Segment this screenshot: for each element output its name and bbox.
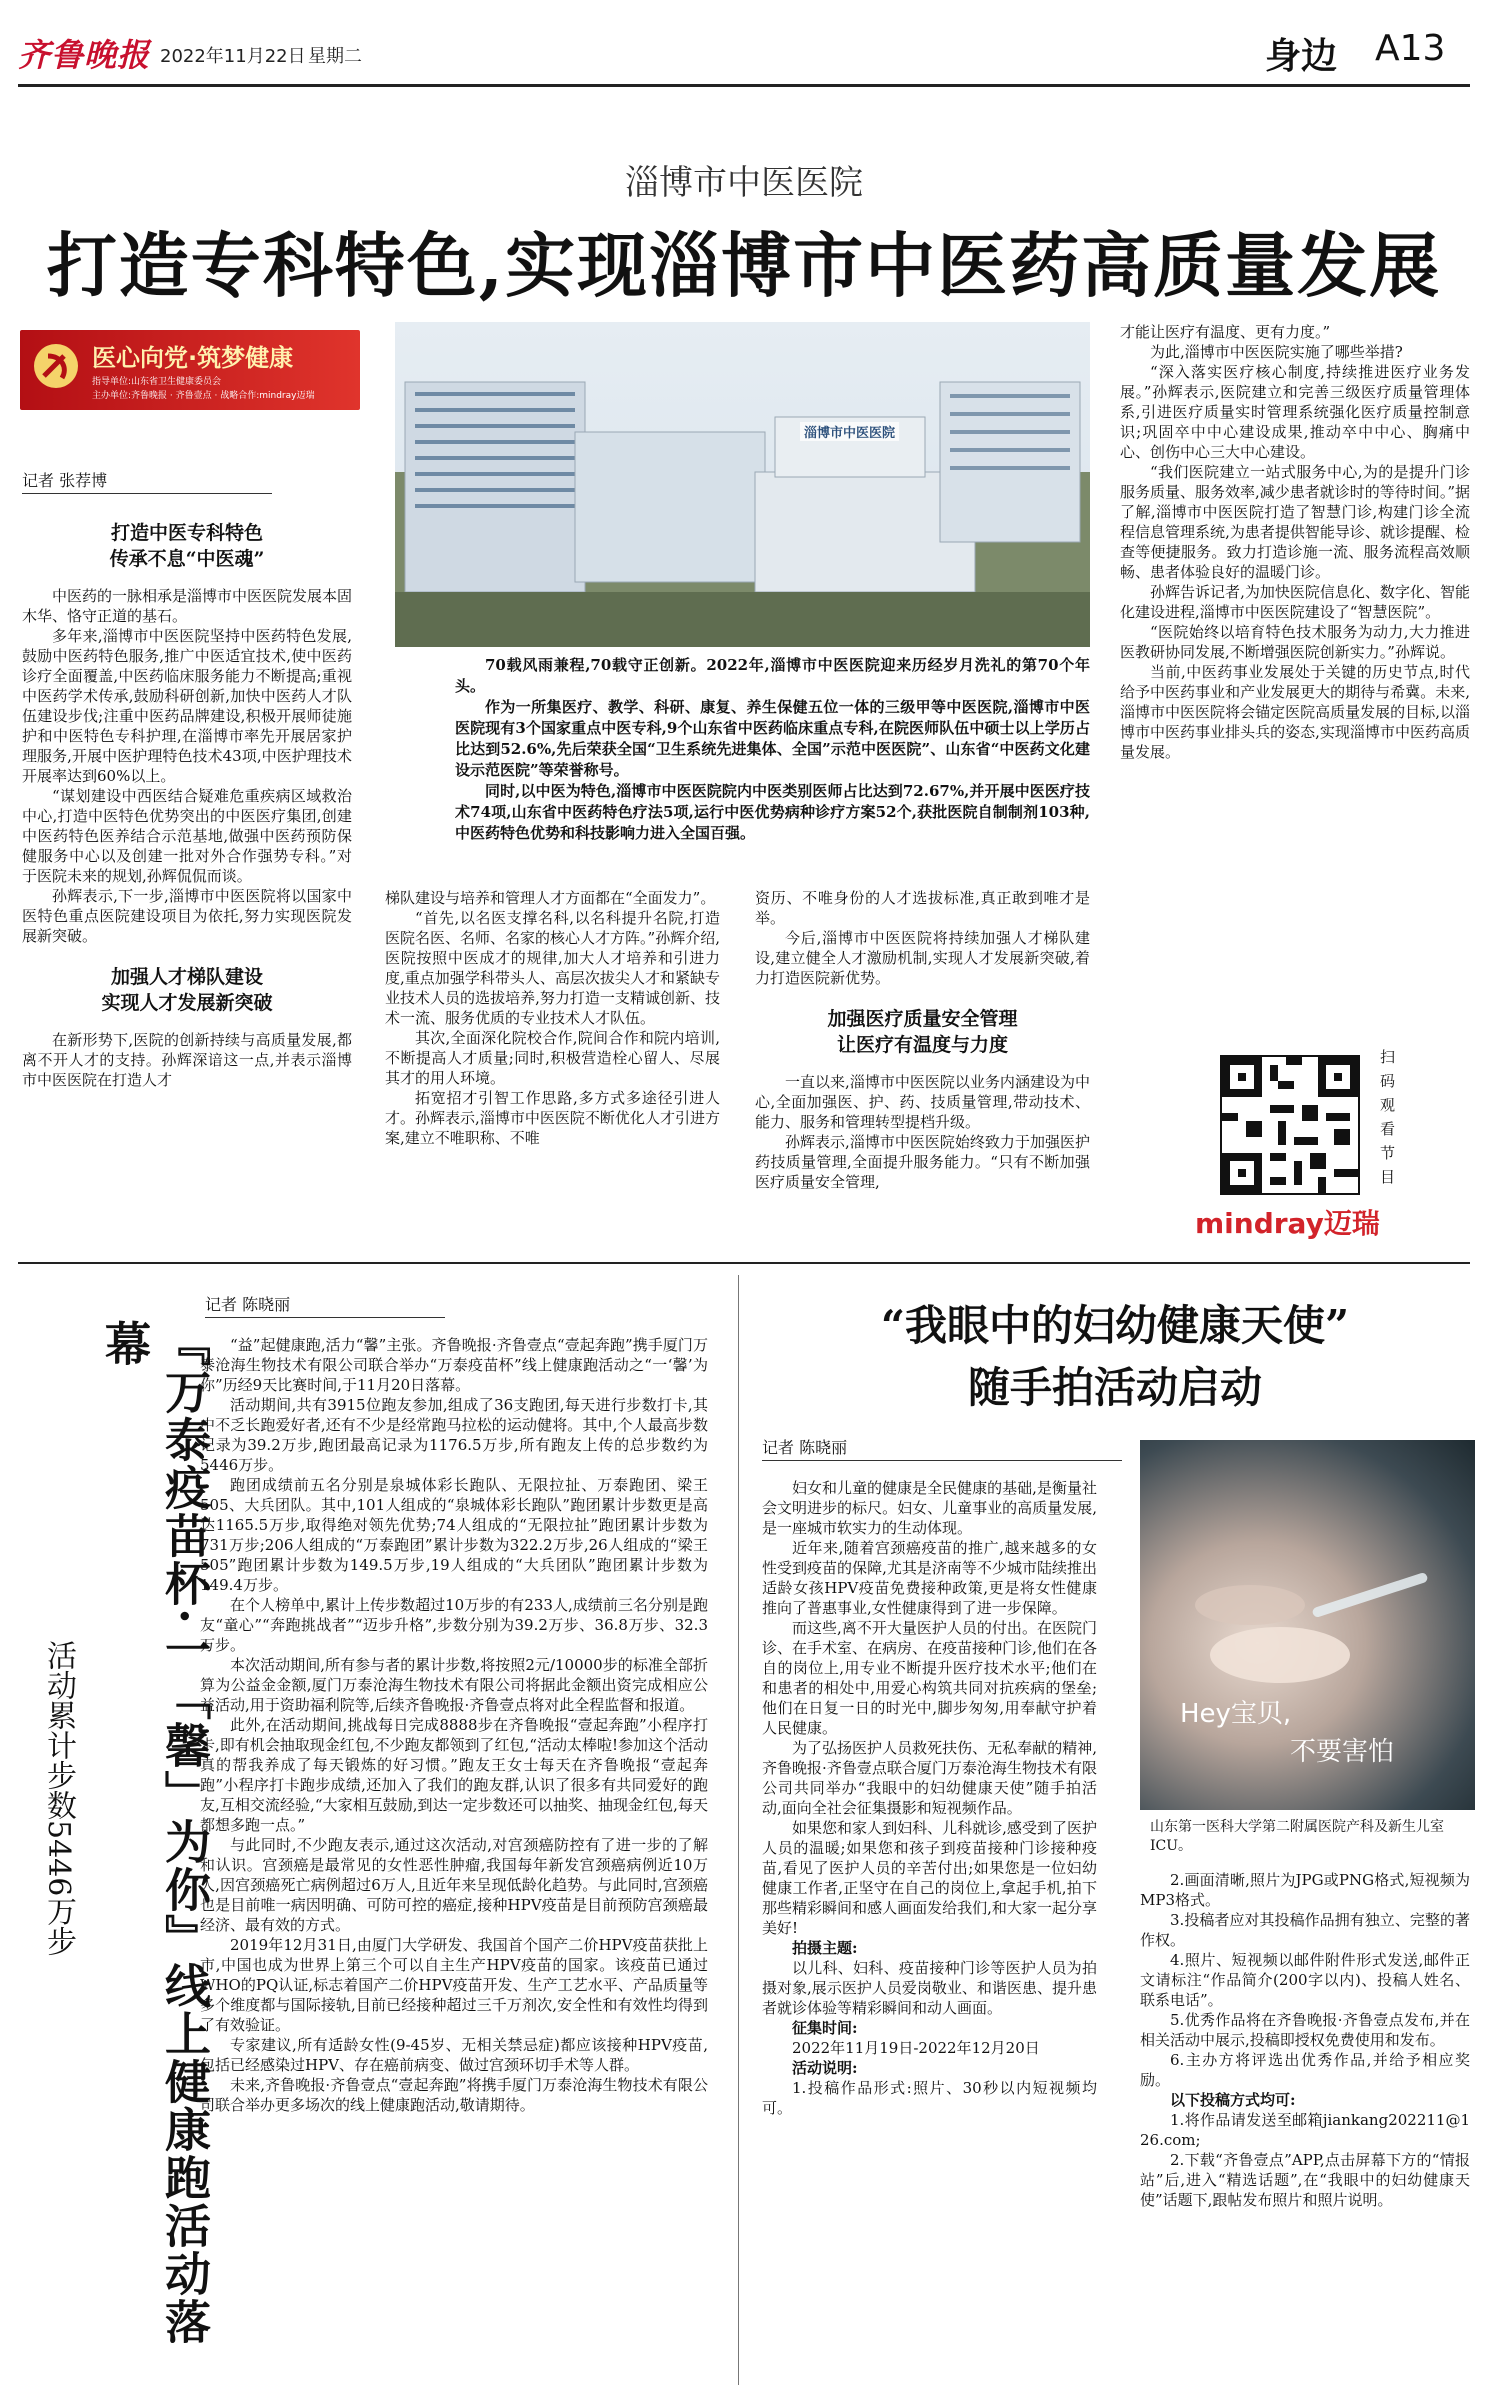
top-headline: 打造专科特色,实现淄博市中医药高质量发展 xyxy=(46,224,1442,307)
submit-item: 1.将作品请发送至邮箱jiankang202211@126.com; xyxy=(1140,2111,1470,2149)
col1-para: 多年来,淄博市中医医院坚持中医药特色发展,鼓励中医药特色服务,推广中医适宜技术,使中医药诊疗全面覆盖,中医药临床服务能力不断提高;重视中医药学术传承,鼓励科研创新,加快中医药人才队伍建设步伐;注重中医药品牌建设,积极开展师徒施护和中医特色专科护理,在淄博市率先开展居家护理服务,开展中医护理特色技术43项,中医护理技术开展率达到60%以上。 xyxy=(22,627,352,785)
col1b-para: 在新形势下,医院的创新持续与高质量发展,都离不开人才的支持。孙辉深谙这一点,并表示淄博市中医医院在打造人才 xyxy=(22,1031,352,1089)
left-vertical-subtitle: 活动累计步数5446万步 xyxy=(41,1640,76,1957)
col4-para: “深入落实医疗核心制度,持续推进医疗业务发展。”孙辉表示,医院建立和完善三级医疗质量管理体系,引进医疗质量实时管理系统强化医疗质量控制意识;巩固卒中中心建设成果,推动卒中中心、胸痛中心、创伤中心三大中心建设。 xyxy=(1120,363,1470,461)
left-byline: 记者 陈晓丽 xyxy=(205,1292,445,1318)
left-para: 活动期间,共有3915位跑友参加,组成了36支跑团,每天进行步数打卡,其中不乏长跑爱好者,还有不少是经常跑马拉松的运动健将。其中,个人最高步数记录为39.2万步,跑团最高记录为1176.5万步,所有跑友上传的总步数约为5446万步。 xyxy=(200,1396,708,1474)
col1-text xyxy=(22,586,352,946)
banner-line-1: 指导单位:山东省卫生健康委员会 xyxy=(92,377,222,387)
subhead-1-line-1: 打造中医专科特色 xyxy=(110,522,263,544)
qr-code-icon xyxy=(1222,1057,1358,1193)
right-para: 近年来,随着宫颈癌疫苗的推广,越来越多的女性受到疫苗的保障,尤其是济南等不少城市陆续推出适龄女孩HPV疫苗免费接种政策,更是将女性健康推向了普惠事业,女性健康得到了进一步保障。 xyxy=(762,1539,1097,1617)
left-para: “益”起健康跑,活力“馨”主张。齐鲁晚报·齐鲁壹点“壹起奔跑”携手厦门万泰沧海生物技术有限公司联合举办“万泰疫苗杯”线上健康跑活动之“一‘馨’为你”历经9天比赛时间,于11月20日落幕。 xyxy=(200,1336,708,1394)
rule-item: 4.照片、短视频以邮件附件形式发送,邮件正文请标注“作品简介(200字以内)、投稿人姓名、联系电话”。 xyxy=(1140,1951,1470,2009)
sponsor-logo: mindray迈瑞 xyxy=(1195,1207,1380,1240)
subhead-1 xyxy=(22,520,352,572)
left-para: 与此同时,不少跑友表示,通过这次活动,对宫颈癌防控有了进一步的了解和认识。宫颈癌是最常见的女性恶性肿瘤,我国每年新发宫颈癌病例近10万人,因宫颈癌死亡病例超过6万人,且近年来呈现低龄化趋势。与此同时,宫颈癌也是目前唯一病因明确、可防可控的癌症,接种HPV疫苗是目前预防宫颈癌最经济、最有效的方式。 xyxy=(200,1836,708,1934)
caption-para-3: 同时,以中医为特色,淄博市中医医院院内中医类别医师占比达到72.67%,并开展中医医疗技术74项,山东省中医药特色疗法5项,运行中医优势病种诊疗方案52个,获批医院自制制剂103种,中医药特色优势和科技影响力进入全国百强。 xyxy=(455,782,1090,842)
period-text: 2022年11月19日-2022年12月20日 xyxy=(792,2039,1040,2057)
qr-label: 扫码观看节目 xyxy=(1380,1048,1396,1186)
rule-item: 5.优秀作品将在齐鲁晚报·齐鲁壹点发布,并在相关活动中展示,投稿即授权免费使用和发布。 xyxy=(1140,2011,1470,2049)
left-para: 本次活动期间,所有参与者的累计步数,将按照2元/10000步的标准全部折算为公益金金额,厦门万泰沧海生物技术有限公司将据此金额出资完成相应公益活动,用于资助福利院等,后续齐鲁晚报·齐鲁壹点将对此全程监督和报道。 xyxy=(200,1656,708,1714)
submit-label: 以下投稿方式均可: xyxy=(1170,2091,1296,2109)
column-divider xyxy=(738,1275,739,2385)
right-para: 而这些,离不开大量医护人员的付出。在医院门诊、在手术室、在病房、在疫苗接种门诊,他们在各自的岗位上,用专业不断提升医疗技术水平;他们在和患者的相处中,用爱心构筑共同对抗疾病的堡垒;他们在日复一日的时光中,脚步匆匆,用奉献守护着人民健康。 xyxy=(762,1619,1097,1737)
col4-para: “医院始终以培育特色技术服务为动力,大力推进医教研协同发展,不断增强医院创新实力。”孙辉说。 xyxy=(1120,623,1470,661)
theme-text: 以儿科、妇科、疫苗接种门诊等医护人员为拍摄对象,展示医护人员爱岗敬业、和谐医患、提升患者就诊体验等精彩瞬间和动人画面。 xyxy=(762,1959,1097,2017)
banner-line-2: 主办单位:齐鲁晚报 · 齐鲁壹点 · 战略合作:mindray迈瑞 xyxy=(92,391,315,401)
right-article-body xyxy=(762,1478,1097,2118)
party-banner xyxy=(20,330,360,410)
qr-code[interactable] xyxy=(1220,1055,1360,1195)
col4-para: 当前,中医药事业发展处于关键的历史节点,时代给予中医药事业和产业发展更大的期待与希冀。未来,淄博市中医医院将会锚定医院高质量发展的目标,以淄博市中医药事业排头兵的姿态,实现淄博市中医药高质量发展。 xyxy=(1120,663,1470,761)
col2-para: 其次,全面深化院校合作,院间合作和院内培训,不断提高人才质量;同时,积极营造栓心留人、尽展其才的用人环境。 xyxy=(385,1029,720,1087)
col2-para: “首先,以名医支撑名科,以名科提升名院,打造医院名医、名师、名家的核心人才方阵。”孙辉介绍,医院按照中医成才的规律,加大人才培养和引进力度,重点加强学科带头人、高层次拔尖人才和紧缺专业技术人员的选拔培养,努力打造一支精诚创新、技术一流、服务优质的专业技术人才队伍。 xyxy=(385,909,720,1027)
col3b-para: 孙辉表示,淄博市中医医院始终致力于加强医护药技质量管理,全面提升服务能力。“只有不断加强医疗质量安全管理, xyxy=(755,1133,1090,1191)
col2-para: 拓宽招才引智工作思路,多方式多途径引进人才。孙辉表示,淄博市中医医院不断优化人才引进方案,建立不唯职称、不唯 xyxy=(385,1089,720,1147)
col3-text xyxy=(755,888,1090,988)
left-para: 专家建议,所有适龄女性(9-45岁、无相关禁忌症)都应该接种HPV疫苗,包括已经感染过HPV、存在癌前病变、做过宫颈环切手术等人群。 xyxy=(200,2036,708,2074)
subhead-3-line-2: 让医疗有温度与力度 xyxy=(836,1034,1008,1056)
rule-item: 1.投稿作品形式:照片、30秒以内短视频均可。 xyxy=(762,2079,1097,2117)
party-emblem-icon xyxy=(32,342,80,390)
subhead-3-line-1: 加强医疗质量安全管理 xyxy=(827,1008,1018,1030)
subhead-2 xyxy=(22,964,352,1016)
issue-date: 2022年11月22日 xyxy=(160,46,306,67)
weekday: 星期二 xyxy=(308,46,362,67)
col1-para: “谋划建设中西医结合疑难危重疾病区域救治中心,打造中医特色优势突出的中医医疗集团,创建中医药特色医养结合示范基地,做强中医药预防保健服务中心以及创建一批对外合作强势专科。”对于医院未来的规划,孙辉侃侃而谈。 xyxy=(22,787,352,885)
banner-title: 医心向党·筑梦健康 xyxy=(92,344,294,372)
left-vertical-title: 『万泰疫苗杯·一「馨」为你』线上健康跑活动落幕 xyxy=(98,1320,212,2347)
rule-item: 6.主办方将评选出优秀作品,并给予相应奖励。 xyxy=(1140,2051,1470,2089)
col3b-text xyxy=(755,1072,1090,1192)
rule-item: 3.投稿者应对其投稿作品拥有独立、完整的著作权。 xyxy=(1140,1911,1470,1949)
right-para: 妇女和儿童的健康是全民健康的基础,是衡量社会文明进步的标尺。妇女、儿童事业的高质量发展,是一座城市软实力的生动体现。 xyxy=(762,1479,1097,1537)
left-para: 2019年12月31日,由厦门大学研发、我国首个国产二价HPV疫苗获批上市,中国也成为世界上第三个可以自主生产HPV疫苗的国家。该疫苗已通过WHO的PQ认证,标志着国产二价HPV疫苗开发、生产工艺水平、产品质量等多个维度都与国际接轨,目前已经接种超过三千万剂次,安全性和有效性均得到了有效验证。 xyxy=(200,1936,708,2034)
left-article-body xyxy=(200,1335,708,2115)
subhead-2-line-2: 实现人才发展新突破 xyxy=(101,992,273,1014)
col1-para: 孙辉表示,下一步,淄博市中医医院将以国家中医特色重点医院建设项目为依托,努力实现医院发展新突破。 xyxy=(22,887,352,945)
vaccination-photo-caption: 山东第一医科大学第二附属医院产科及新生儿室ICU。 xyxy=(1150,1819,1444,1854)
hospital-photo xyxy=(395,322,1090,647)
rule-item: 2.画面清晰,照片为JPG或PNG格式,短视频为MP3格式。 xyxy=(1140,1871,1470,1909)
top-col-4 xyxy=(1120,322,1470,762)
rules-column xyxy=(1140,1870,1470,2210)
col4-para: 为此,淄博市中医医院实施了哪些举措? xyxy=(1150,343,1403,361)
left-para: 此外,在活动期间,挑战每日完成8888步在齐鲁晚报“壹起奔跑”小程序打卡,即有机会抽取现金红包,不少跑友都领到了红包,“活动太棒啦!参加这个活动真的帮我养成了每天锻炼的好习惯。”跑友王女士每天在齐鲁晚报“壹起奔跑”小程序打卡跑步成绩,还加入了我们的跑友群,认识了很多有共同爱好的跑友,互相交流经验,“大家相互鼓励,到达一定步数还可以抽奖、抽现金红包,每天都想多跑一点。” xyxy=(200,1716,709,1834)
right-headline xyxy=(760,1295,1470,1419)
col4-para: 孙辉告诉记者,为加快医院信息化、数字化、智能化建设进程,淄博市中医医院建设了“智慧医院”。 xyxy=(1120,583,1470,621)
header-rule xyxy=(18,84,1470,87)
theme-label: 拍摄主题: xyxy=(792,1939,858,1957)
submit-item: 2.下载“齐鲁壹点”APP,点击屏幕下方的“情报站”后,进入“精选话题”,在“我眼中的妇幼健康天使”话题下,跟帖发布照片和照片说明。 xyxy=(1140,2151,1470,2209)
col3b-para: 一直以来,淄博市中医医院以业务内涵建设为中心,全面加强医、护、药、技质量管理,带动技术、能力、服务和管理转型提档升级。 xyxy=(755,1073,1090,1131)
col4-para: 才能让医疗有温度、更有力度。” xyxy=(1120,323,1331,341)
top-col-2 xyxy=(385,888,720,1148)
subhead-2-line-1: 加强人才梯队建设 xyxy=(110,966,263,988)
col3-para: 今后,淄博市中医医院将持续加强人才梯队建设,建立健全人才激励机制,实现人才发展新突破,着力打造医院新优势。 xyxy=(755,929,1090,987)
left-para: 在个人榜单中,累计上传步数超过10万步的有233人,成绩前三名分别是跑友“童心”“奔跑挑战者”“迈步升格”,步数分别为39.2万步、36.8万步、32.3万步。 xyxy=(200,1596,708,1654)
section-divider xyxy=(18,1262,1470,1264)
top-col-3 xyxy=(755,888,1090,1192)
hospital-buildings-illustration xyxy=(395,322,1090,647)
page-number: A13 xyxy=(1375,28,1446,69)
page-header xyxy=(0,0,1488,86)
vaccination-photo xyxy=(1140,1440,1475,1810)
subhead-3 xyxy=(755,1006,1090,1058)
photo-overlay-text xyxy=(1180,1695,1394,1771)
rules-label: 活动说明: xyxy=(792,2059,858,2077)
photo-caption-block xyxy=(455,655,1090,844)
col1-para: 中医药的一脉相承是淄博市中医医院发展本固木华、恪守正道的基石。 xyxy=(22,587,353,625)
period-label: 征集时间: xyxy=(792,2019,858,2037)
overlay-line-2: 不要害怕 xyxy=(1290,1737,1395,1767)
right-byline: 记者 陈晓丽 xyxy=(762,1435,1122,1461)
right-headline-line-2: 随手拍活动启动 xyxy=(967,1363,1262,1412)
subhead-1-line-2: 传承不息“中医魂” xyxy=(109,548,265,570)
left-para: 跑团成绩前五名分别是泉城体彩长跑队、无限拉扯、万泰跑团、梁王505、大兵团队。其中,101人组成的“泉城体彩长跑队”跑团累计步数更是高达1165.5万步,取得绝对领先优势;74人组成的“无限拉扯”跑团累计步数为731万步;206人组成的“万泰跑团”累计步数为322.2万步,26人组成的“梁王505”跑团累计步数为149.5万步,19人组成的“大兵团队”跑团累计步数为149.4万步。 xyxy=(200,1476,708,1594)
caption-para-2: 作为一所集医疗、教学、科研、康复、养生保健五位一体的三级甲等中医医院,淄博市中医医院现有3个国家重点中医专科,9个山东省中医药临床重点专科,在院医师队伍中硕士以上学历占比达到52.6%,先后荣获全国“卫生系统先进集体、全国”示范中医医院”、山东省“中医药文化建设示范医院”等荣誉称号。 xyxy=(455,698,1090,779)
masthead: 齐鲁晚报 xyxy=(18,36,151,74)
overlay-line-1: Hey宝贝, xyxy=(1180,1699,1292,1729)
left-para: 未来,齐鲁晚报·齐鲁壹点“壹起奔跑”将携手厦门万泰沧海生物技术有限公司联合举办更多场次的线上健康跑活动,敬请期待。 xyxy=(200,2076,708,2114)
right-para: 如果您和家人到妇科、儿科就诊,感受到了医护人员的温暖;如果您和孩子到疫苗接种门诊接种疫苗,看见了医护人员的辛苦付出;如果您是一位妇幼健康工作者,正坚守在自己的岗位上,拿起手机,拍下那些精彩瞬间和感人画面发给我们,和大家一起分享美好! xyxy=(762,1819,1097,1937)
top-byline: 记者 张荐博 xyxy=(22,468,272,494)
col4-para: “我们医院建立一站式服务中心,为的是提升门诊服务质量、服务效率,减少患者就诊时的等待时间。”据了解,淄博市中医医院打造了智慧门诊,构建门诊全流程信息管理系统,为患者提供智能导诊、就诊提醒、检查等便捷服务。致力打造诊施一流、服务流程高效顺畅、患者体验良好的温暖门诊。 xyxy=(1120,463,1470,581)
col2-para: 梯队建设与培养和管理人才方面都在“全面发力”。 xyxy=(385,889,716,907)
hospital-sign: 淄博市中医医院 xyxy=(800,422,899,441)
section-name: 身边 xyxy=(1265,35,1338,77)
top-col-1 xyxy=(22,520,352,1090)
right-para: 为了弘扬医护人员救死扶伤、无私奉献的精神,齐鲁晚报·齐鲁壹点联合厦门万泰沧海生物技术有限公司共同举办“我眼中的妇幼健康天使”随手拍活动,面向全社会征集摄影和短视频作品。 xyxy=(762,1739,1097,1817)
col3-para: 资历、不唯身份的人才选拔标准,真正敢到唯才是举。 xyxy=(755,889,1090,927)
top-kicker: 淄博市中医医院 xyxy=(625,163,863,203)
right-headline-line-1: “我眼中的妇幼健康天使” xyxy=(880,1301,1350,1350)
col1b-text xyxy=(22,1030,352,1090)
caption-para-1: 70载风雨兼程,70载守正创新。2022年,淄博市中医医院迎来历经岁月洗礼的第70个年头。 xyxy=(455,656,1090,695)
